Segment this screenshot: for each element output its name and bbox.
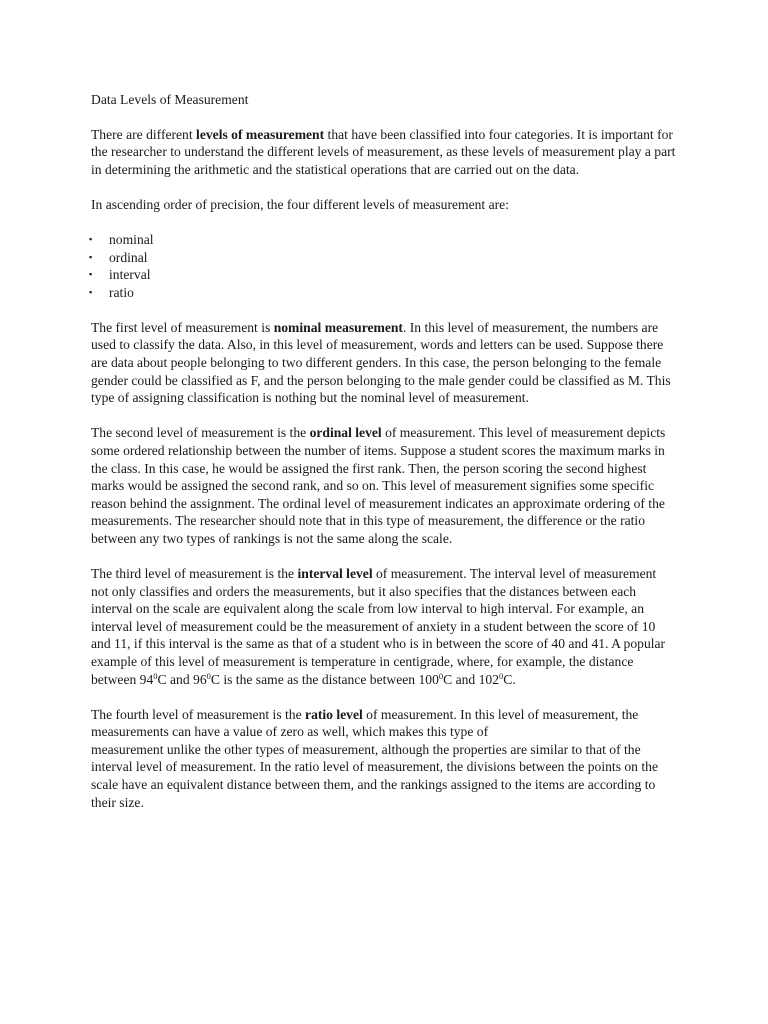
bullet-icon: ▪ [89,269,93,280]
ratio-text-after-2: measurement unlike the other types of measurement, although the properties are similar to that of the interval level of measurement. In the ratio level of measurement, the divisions between the points on the scale have an equivalent distance between them, and the rankings assigned to the items are according to their size. [91,741,658,810]
interval-bold-term: interval level [297,565,373,581]
list-item-label: interval [109,267,151,283]
intro-paragraph [91,126,676,179]
document-title: Data Levels of Measurement [91,92,249,107]
list-item [91,284,676,302]
interval-text-before: The third level of measurement is the [91,565,298,581]
ordinal-text-before: The second level of measurement is the [91,425,310,441]
nominal-text-before: The first level of measurement is [91,319,274,335]
list-item-label: ratio [109,284,134,300]
nominal-paragraph [91,319,676,407]
interval-text-t2: C is the same as the distance between 100 [210,671,439,687]
intro-bold-term: levels of measurement [196,126,325,142]
interval-text-after: of measurement. The interval level of measurement not only classifies and orders the measurements, but it also specifies that the distances between each interval on the scale are equivalent along the scale from low interval to high interval. For example, an interval level of measurement could be the measurement of anxiety in a student between the score of 10 and 11, if this interval is the same as that of a student who is in between the score of 40 and 41. A popular example of this level of measurement is temperature in centigrade, where, for example, the distance between 94 [91,565,666,687]
interval-text-t4: C. [503,671,516,687]
ratio-bold-term: ratio level [305,706,363,722]
nominal-bold-term: nominal measurement [273,319,403,335]
intro-text-after: that have been classified into four categories. It is important for the researcher to understand the different levels of measurement, as these levels of measurement play a part in determining the arithmetic and the statistical operations that are carried out on the data. [91,126,676,177]
nominal-text-after: . In this level of measurement, the numbers are used to classify the data. Also, in this level of measurement, words and letters can be used. Suppose there are data about people belonging to two different genders. In this case, the person belonging to the female gender could be classified as F, and the person belonging to the male gender could be classified as M. This type of assigning classification is nothing but the nominal level of measurement. [91,319,671,406]
levels-list [91,231,676,301]
degree-superscript: 0 [499,670,504,681]
degree-superscript: 0 [438,670,444,681]
degree-superscript: 0 [206,670,211,681]
list-item [91,231,676,249]
ratio-text-after-1: of measurement. In this level of measurement, the measurements can have a value of zero as well, which makes this type of [91,706,639,740]
ordinal-paragraph [91,424,676,547]
interval-paragraph [91,565,676,688]
bullet-icon: ▪ [89,286,93,297]
interval-text-t3: C and 102 [443,671,500,687]
ratio-text-before: The fourth level of measurement is the [91,706,306,722]
list-item-label: nominal [109,231,154,247]
list-item [91,266,676,284]
degree-superscript: 0 [153,670,158,681]
intro-text-before: There are different [91,126,197,142]
ascending-order-paragraph: In ascending order of precision, the four different levels of measurement are: [91,196,509,212]
list-item-label: ordinal [109,249,148,265]
ordinal-bold-term: ordinal level [309,425,382,441]
ordinal-text-after: of measurement. This level of measurement depicts some ordered relationship between the number of items. Suppose a student scores the maximum marks in the class. In this case, he would be assigned the first rank. Then, the person scoring the second highest marks would be assigned the second rank, and so on. This level of measurement signifies some specific reason behind the assignment. The ordinal level of measurement indicates an approximate ordering of the measurements. The researcher should note that in this type of measurement, the difference or the ratio between any two types of rankings is not the same along the scale. [91,425,666,546]
ratio-paragraph [91,706,676,812]
document-page [91,91,676,829]
interval-text-t1: C and 96 [157,671,207,687]
bullet-icon: ▪ [89,251,93,262]
bullet-icon: ▪ [89,233,93,244]
list-item [91,249,676,267]
